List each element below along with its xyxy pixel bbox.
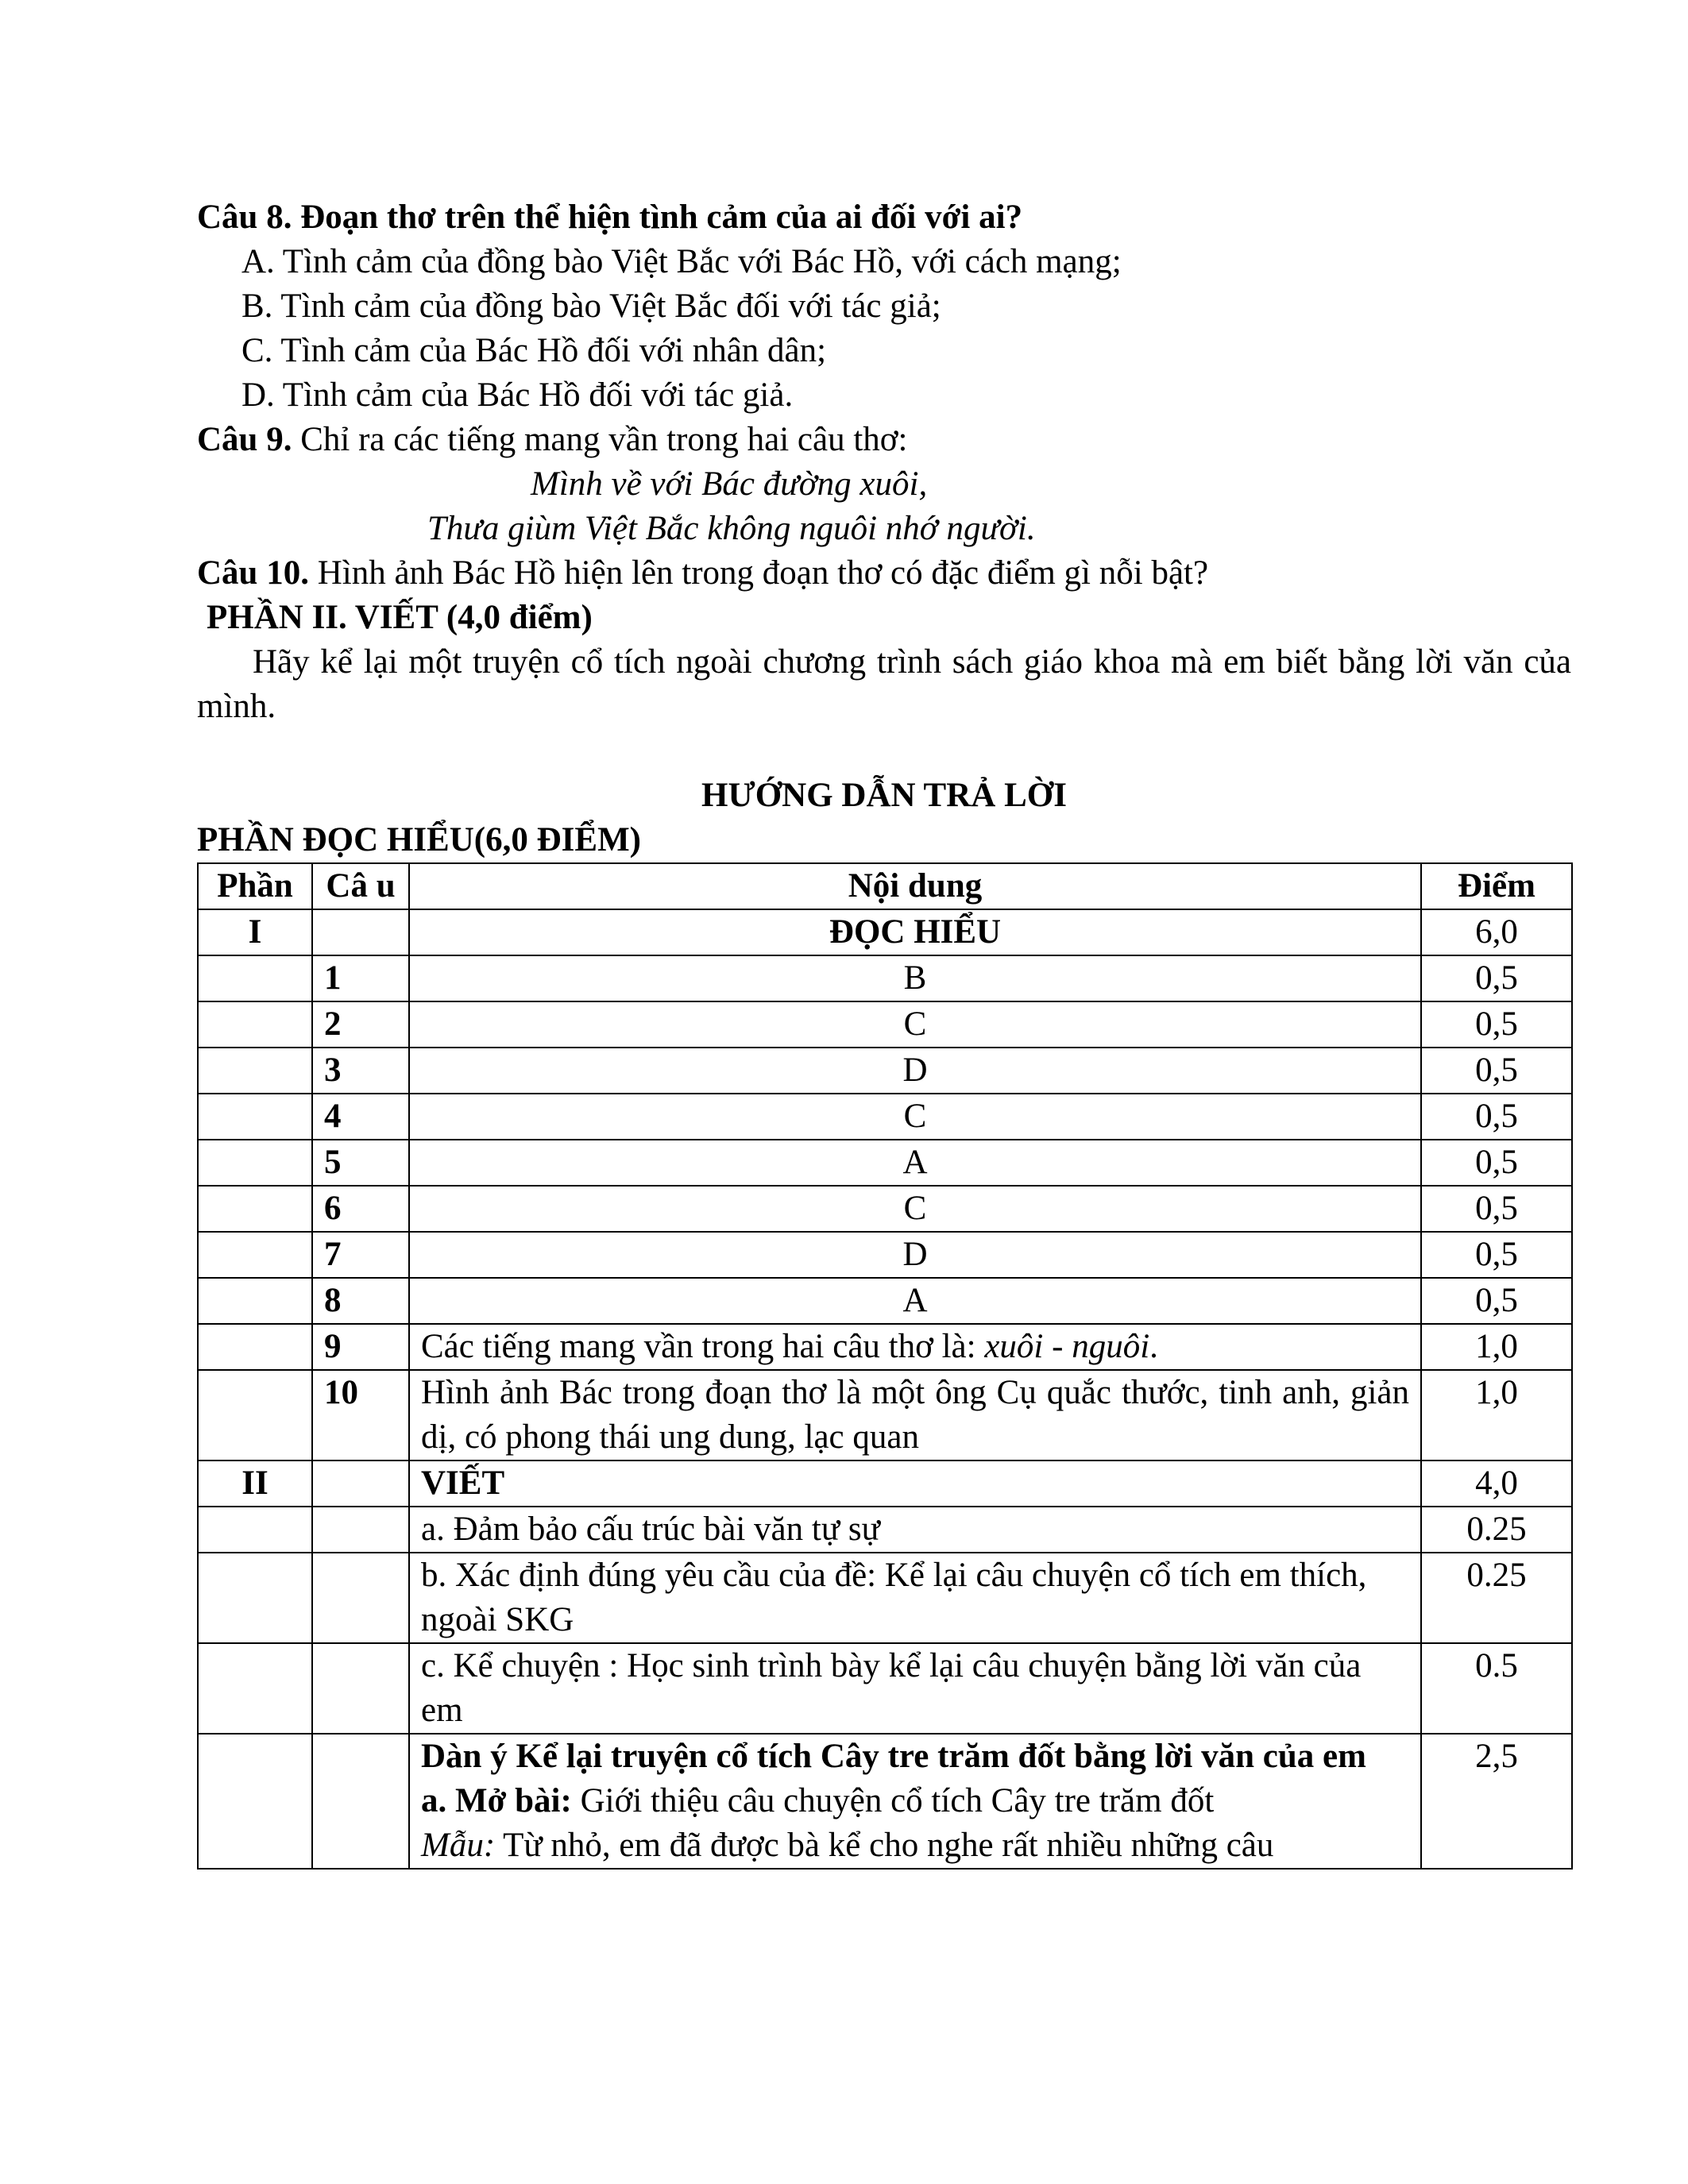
- cell-score: 0,5: [1421, 1048, 1572, 1094]
- part-2-heading: PHẦN II. VIẾT (4,0 điểm): [207, 599, 593, 636]
- cell-content: C: [409, 1001, 1421, 1048]
- header-content: Nội dung: [409, 863, 1421, 909]
- cell-score: 4,0: [1421, 1461, 1572, 1507]
- table-row: [198, 1186, 1572, 1232]
- table-row: [198, 1734, 1572, 1869]
- cell-question: 10: [312, 1370, 409, 1461]
- cell-score: 0,5: [1421, 1232, 1572, 1278]
- cell-score: 0.25: [1421, 1553, 1572, 1643]
- table-row: [198, 1094, 1572, 1140]
- cell-content: C: [409, 1094, 1421, 1140]
- cell-content: VIẾT: [409, 1461, 1421, 1507]
- table-row: [198, 1461, 1572, 1507]
- cell-score: 1,0: [1421, 1324, 1572, 1370]
- cell-score: 1,0: [1421, 1370, 1572, 1461]
- cell-part: [198, 1094, 312, 1140]
- cell-part: [198, 1001, 312, 1048]
- question-9: [197, 418, 1571, 551]
- table-row: [198, 1324, 1572, 1370]
- row9-end: .: [1149, 1328, 1158, 1365]
- cell-question: 2: [312, 1001, 409, 1048]
- cell-score: 2,5: [1421, 1734, 1572, 1869]
- outline-heading: Dàn ý Kể lại truyện cổ tích Cây tre trăm đốt bằng lời văn của em: [421, 1738, 1366, 1775]
- cell-content: D: [409, 1048, 1421, 1094]
- q9-label: Câu 9.: [197, 421, 292, 458]
- question-10: [197, 551, 1571, 596]
- table-row: [198, 1001, 1572, 1048]
- q8-label: Câu 8.: [197, 199, 292, 236]
- table-row: [198, 1507, 1572, 1553]
- table-row: [198, 1232, 1572, 1278]
- cell-question: 1: [312, 955, 409, 1001]
- q8-option-d: D. Tình cảm của Bác Hồ đối với tác giả.: [241, 376, 794, 414]
- cell-part: [198, 1186, 312, 1232]
- cell-content: a. Đảm bảo cấu trúc bài văn tự sự: [409, 1507, 1421, 1553]
- cell-question: [312, 1643, 409, 1734]
- cell-part: [198, 1734, 312, 1869]
- row9-text: Các tiếng mang vần trong hai câu thơ là:: [421, 1328, 985, 1365]
- cell-content: [409, 1324, 1421, 1370]
- table-row: [198, 909, 1572, 955]
- cell-part: [198, 1553, 312, 1643]
- cell-part: II: [198, 1461, 312, 1507]
- cell-part: [198, 1507, 312, 1553]
- cell-question: 5: [312, 1140, 409, 1186]
- cell-question: [312, 1507, 409, 1553]
- cell-score: 0.25: [1421, 1507, 1572, 1553]
- cell-part: [198, 1048, 312, 1094]
- cell-question: 8: [312, 1278, 409, 1324]
- poem-line-1: Mình về với Bác đường xuôi,: [531, 465, 928, 503]
- intro-label: a. Mở bài:: [421, 1782, 572, 1819]
- cell-score: 0,5: [1421, 1140, 1572, 1186]
- cell-question: 6: [312, 1186, 409, 1232]
- table-row: [198, 1643, 1572, 1734]
- cell-content: Hình ảnh Bác trong đoạn thơ là một ông Cụ quắc thước, tinh anh, giản dị, có phong thái ung dung, lạc quan: [409, 1370, 1421, 1461]
- cell-question: [312, 1461, 409, 1507]
- table-row: [198, 1553, 1572, 1643]
- cell-score: 0,5: [1421, 1278, 1572, 1324]
- q8-option-c: C. Tình cảm của Bác Hồ đối với nhân dân;: [241, 332, 827, 369]
- q8-option-a: A. Tình cảm của đồng bào Việt Bắc với Bác Hồ, với cách mạng;: [241, 243, 1122, 280]
- q9-question: Chỉ ra các tiếng mang vần trong hai câu thơ:: [292, 421, 908, 458]
- cell-question: [312, 1734, 409, 1869]
- sample-text: Từ nhỏ, em đã được bà kể cho nghe rất nhiều những câu: [495, 1827, 1274, 1864]
- cell-content: A: [409, 1140, 1421, 1186]
- cell-part: I: [198, 909, 312, 955]
- cell-content: [409, 1734, 1421, 1869]
- essay-prompt: Hãy kể lại một truyện cổ tích ngoài chương trình sách giáo khoa mà em biết bằng lời văn của mình.: [197, 643, 1571, 725]
- cell-question: 3: [312, 1048, 409, 1094]
- answer-key-section: PHẦN ĐỌC HIỂU(6,0 ĐIỂM): [197, 821, 641, 859]
- q10-label: Câu 10.: [197, 554, 309, 592]
- q8-question: Đoạn thơ trên thể hiện tình cảm của ai đối với ai?: [292, 199, 1023, 236]
- cell-part: [198, 1324, 312, 1370]
- table-row: [198, 1370, 1572, 1461]
- cell-content: C: [409, 1186, 1421, 1232]
- cell-score: 6,0: [1421, 909, 1572, 955]
- cell-question: 4: [312, 1094, 409, 1140]
- table-row: [198, 1048, 1572, 1094]
- answer-table: [197, 862, 1573, 1870]
- cell-question: [312, 1553, 409, 1643]
- cell-question: 9: [312, 1324, 409, 1370]
- table-row: [198, 1140, 1572, 1186]
- q10-question: Hình ảnh Bác Hồ hiện lên trong đoạn thơ có đặc điểm gì nỗi bật?: [308, 554, 1209, 592]
- cell-part: [198, 955, 312, 1001]
- answer-key-title: HƯỚNG DẪN TRẢ LỜI: [701, 777, 1067, 814]
- header-question: Câ u: [312, 863, 409, 909]
- table-row: [198, 1278, 1572, 1324]
- cell-score: 0,5: [1421, 1186, 1572, 1232]
- cell-question: [312, 909, 409, 955]
- cell-score: 0,5: [1421, 955, 1572, 1001]
- cell-part: [198, 1140, 312, 1186]
- sample-label: Mẫu:: [421, 1827, 496, 1864]
- header-part: Phần: [198, 863, 312, 909]
- document-page: [197, 195, 1571, 1870]
- cell-content: c. Kể chuyện : Học sinh trình bày kể lại câu chuyện bằng lời văn của em: [409, 1643, 1421, 1734]
- question-8: [197, 195, 1571, 418]
- row9-rhyme-words: xuôi - nguôi: [984, 1328, 1150, 1365]
- cell-score: 0.5: [1421, 1643, 1572, 1734]
- cell-content: ĐỌC HIỂU: [409, 909, 1421, 955]
- table-row: [198, 955, 1572, 1001]
- cell-part: [198, 1643, 312, 1734]
- cell-content: A: [409, 1278, 1421, 1324]
- cell-content: D: [409, 1232, 1421, 1278]
- cell-part: [198, 1278, 312, 1324]
- cell-question: 7: [312, 1232, 409, 1278]
- cell-score: 0,5: [1421, 1094, 1572, 1140]
- header-score: Điểm: [1421, 863, 1572, 909]
- cell-part: [198, 1232, 312, 1278]
- cell-content: B: [409, 955, 1421, 1001]
- cell-part: [198, 1370, 312, 1461]
- q8-option-b: B. Tình cảm của đồng bào Việt Bắc đối với tác giả;: [241, 287, 941, 325]
- cell-score: 0,5: [1421, 1001, 1572, 1048]
- intro-text: Giới thiệu câu chuyện cổ tích Cây tre trăm đốt: [571, 1782, 1215, 1819]
- cell-content: b. Xác định đúng yêu cầu của đề: Kể lại câu chuyện cổ tích em thích, ngoài SKG: [409, 1553, 1421, 1643]
- table-header-row: [198, 863, 1572, 909]
- poem-line-2: Thưa giùm Việt Bắc không nguôi nhớ người.: [427, 510, 1036, 547]
